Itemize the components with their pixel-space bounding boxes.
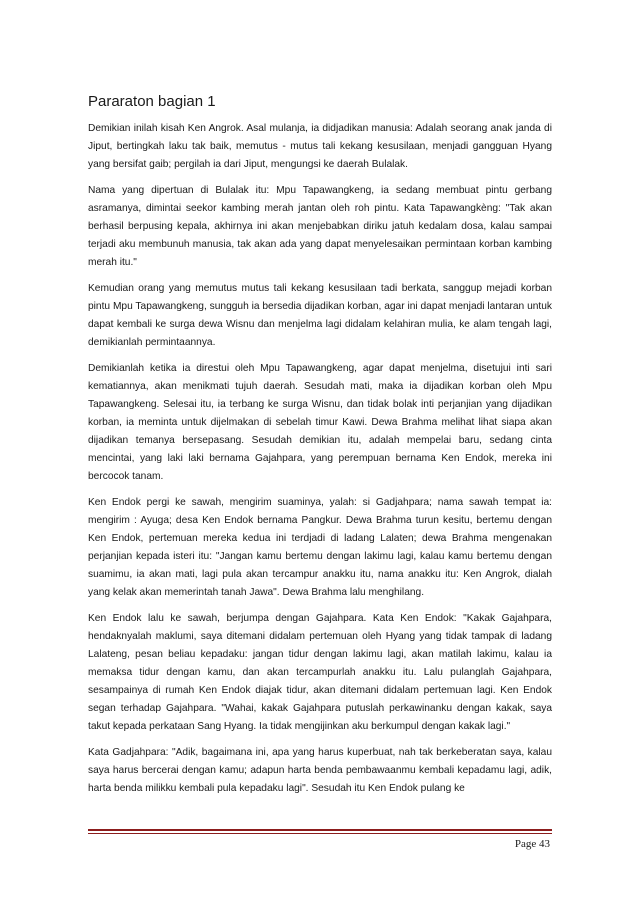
page-number: Page 43 <box>514 838 550 850</box>
paragraph: Kemudian orang yang memutus mutus tali kekang kesusilaan tadi berkata, sanggup mejadi korban pintu Mpu Tapawangkeng, sungguh ia bersedia dijadikan korban, agar ini dapat menjadi lantaran untuk dapat kembali ke surga dewa Wisnu dan menjelma lagi didalam kelahiran mulia, ke alam tengah lagi, demikianlah permintaannya. <box>88 283 552 348</box>
paragraph: Kata Gadjahpara: "Adik, bagaimana ini, apa yang harus kuperbuat, nah tak berkeberatan saya, kalau saya harus bercerai dengan kamu; adapun harta benda pembawaanmu kembali kepadamu lagi, adik, harta benda milikku kembali pula kepadaku lagi". Sesudah itu Ken Endok pulang ke <box>88 747 552 794</box>
footer-rule-thin <box>88 833 552 834</box>
paragraph: Nama yang dipertuan di Bulalak itu: Mpu Tapawangkeng, ia sedang membuat pintu gerbang asramanya, dimintai seekor kambing merah jantan oleh roh pintu. Kata Tapawangkèng: "Tak akan berhasil berpusing kepala, akhirnya ini akan menjebabkan diriku jatuh kedalam dosa, kalau sampai terjadi aku membunuh manusia, tak akan ada yang dapat menyelesaikan permintaan korban kambing merah itu." <box>88 185 552 268</box>
paragraph: Demikian inilah kisah Ken Angrok. Asal mulanja, ia didjadikan manusia: Adalah seorang anak janda di Jiput, bertingkah laku tak baik, memutus - mutus tali kekang kesusilaan, menjadi gangguan Hyang yang bersifat gaib; pergilah ia dari Jiput, mengungsi ke daerah Bulalak. <box>88 123 552 170</box>
document-body <box>88 120 552 806</box>
paragraph: Ken Endok pergi ke sawah, mengirim suaminya, yalah: si Gadjahpara; nama sawah tempat ia: mengirim : Ayuga; desa Ken Endok bernama Pangkur. Dewa Brahma turun kesitu, bertemu dengan Ken Endok, pertemuan mereka kedua ini terdjadi di ladang Lalaten; dewa Brahma mengenakan perjanjian kepada isteri itu: "Jangan kamu bertemu dengan lakimu lagi, kalau kamu bertemu dengan suamimu, ia akan mati, lagi pula akan tercampur anakku itu, nama anakku itu: Ken Angrok, dialah yang kelak akan memerintah tanah Jawa". Dewa Brahma lalu menghilang. <box>88 497 552 598</box>
paragraph: Ken Endok lalu ke sawah, berjumpa dengan Gajahpara. Kata Ken Endok: "Kakak Gajahpara, hendaknyalah maklumi, saya ditemani didalam pertemuan oleh Hyang yang tidak tampak di ladang Lalateng, pesan beliau kepadaku: jangan tidur dengan lakimu lagi, akan matilah lakimu, kalau ia memaksa tidur dengan kamu, dan akan tercampurlah anakku itu. Lalu pulanglah Gajahpara, sesampainya di rumah Ken Endok diajak tidur, akan ditemani didalam pertemuan lagi. Ken Endok segan terhadap Gajahpara. "Wahai, kakak Gajahpara putuslah perkawinanku dengan kakak, saya takut kepada perkataan Sang Hyang. Ia tidak mengijinkan aku berkumpul dengan kakak lagi." <box>88 613 552 732</box>
paragraph: Demikianlah ketika ia direstui oleh Mpu Tapawangkeng, agar dapat menjelma, disetujui inti sari kematiannya, akan menikmati tujuh daerah. Sesudah mati, maka ia dijadikan korban oleh Mpu Tapawangkeng. Selesai itu, ia terbang ke surga Wisnu, dan tidak bolak inti perjanjian yang dijadikan korban, ia meminta untuk dijelmakan di sebelah timur Kawi. Dewa Brahma melihat lihat siapa akan dijadikan temanya bersepasang. Sesudah demikian itu, adalah mempelai baru, sedang cinta mencintai, yang laki laki bernama Gajahpara, yang perempuan bernama Ken Endok, mereka ini bercocok tanam. <box>88 363 552 482</box>
footer-rule-thick <box>88 829 552 831</box>
document-title: Pararaton bagian 1 <box>88 93 216 110</box>
